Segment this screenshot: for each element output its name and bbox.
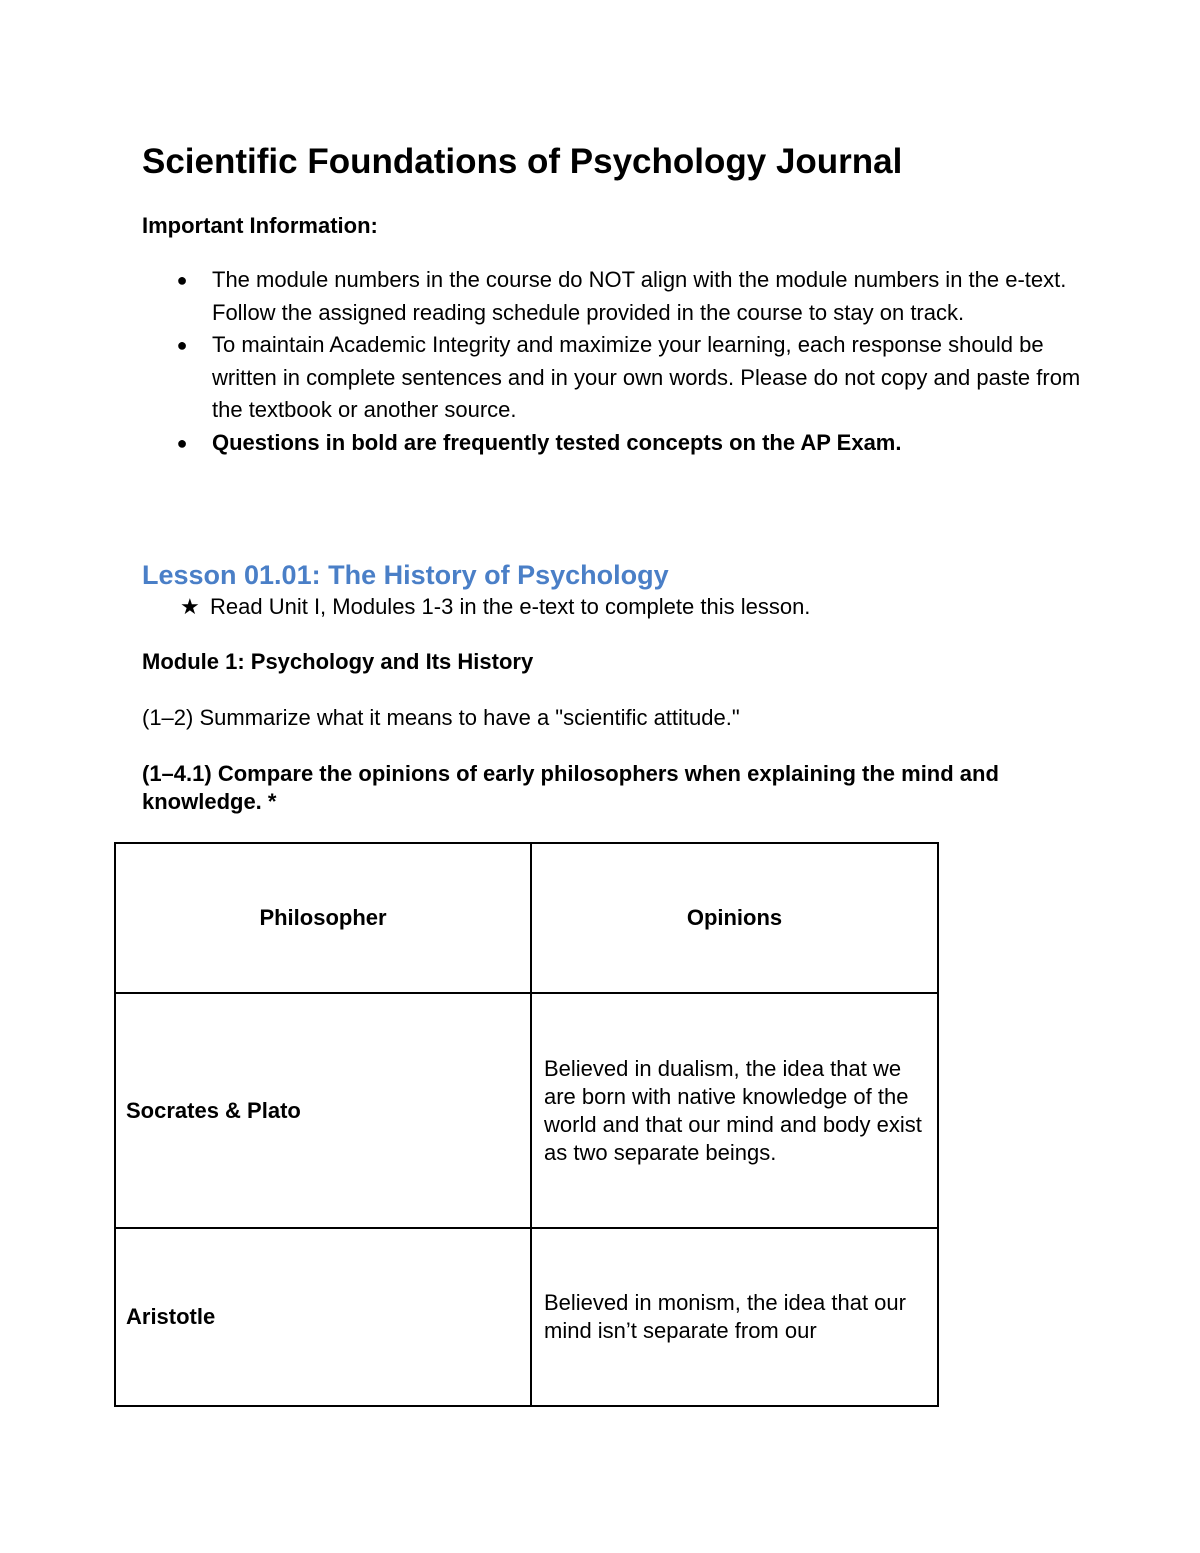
lesson-prefix: Lesson 01.01: [142,560,329,590]
bullet-icon: ● [176,335,188,355]
lesson-reading-note [180,592,810,622]
important-info-list [176,264,1092,459]
philosopher-cell: Socrates & Plato [115,993,531,1228]
info-item-text: Questions in bold are frequently tested concepts on the AP Exam. [212,429,902,455]
table-header-row [115,843,938,993]
module-heading: Module 1: Psychology and Its History [142,649,534,674]
star-icon: ★ [180,594,200,619]
lesson-note-text: Read Unit I, Modules 1-3 in the e-text to complete this lesson. [210,594,811,619]
header-philosopher: Philosopher [115,843,531,993]
lesson-title [142,558,669,592]
info-item-text: To maintain Academic Integrity and maximize your learning, each response should be written in complete sentences and in your own words. Please do not copy and paste from the textbook or another source. [212,332,1081,422]
opinion-cell[interactable]: Believed in monism, the idea that our mind isn’t separate from our [531,1228,938,1406]
question-philosophers: (1–4.1) Compare the opinions of early philosophers when explaining the mind and knowledge. * [142,761,999,814]
document-title: Scientific Foundations of Psychology Journal [142,142,903,181]
table-row [115,1228,938,1406]
list-item [176,427,1092,460]
opinion-cell[interactable]: Believed in dualism, the idea that we are born with native knowledge of the world and that our mind and body exist as two separate beings. [531,993,938,1228]
important-info-heading: Important Information: [142,213,378,238]
lesson-name: The History of Psychology [328,560,669,590]
question-scientific-attitude: (1–2) Summarize what it means to have a "scientific attitude." [142,705,740,730]
list-item [176,329,1092,427]
bullet-icon: ● [176,432,188,453]
philosopher-cell: Aristotle [115,1228,531,1406]
philosopher-table [114,842,939,1407]
table-row [115,993,938,1228]
info-item-text: The module numbers in the course do NOT align with the module numbers in the e-text. Follow the assigned reading schedule provided in the course to stay on track. [212,267,1067,325]
bullet-icon: ● [176,270,188,290]
list-item [176,264,1092,329]
header-opinions: Opinions [531,843,938,993]
